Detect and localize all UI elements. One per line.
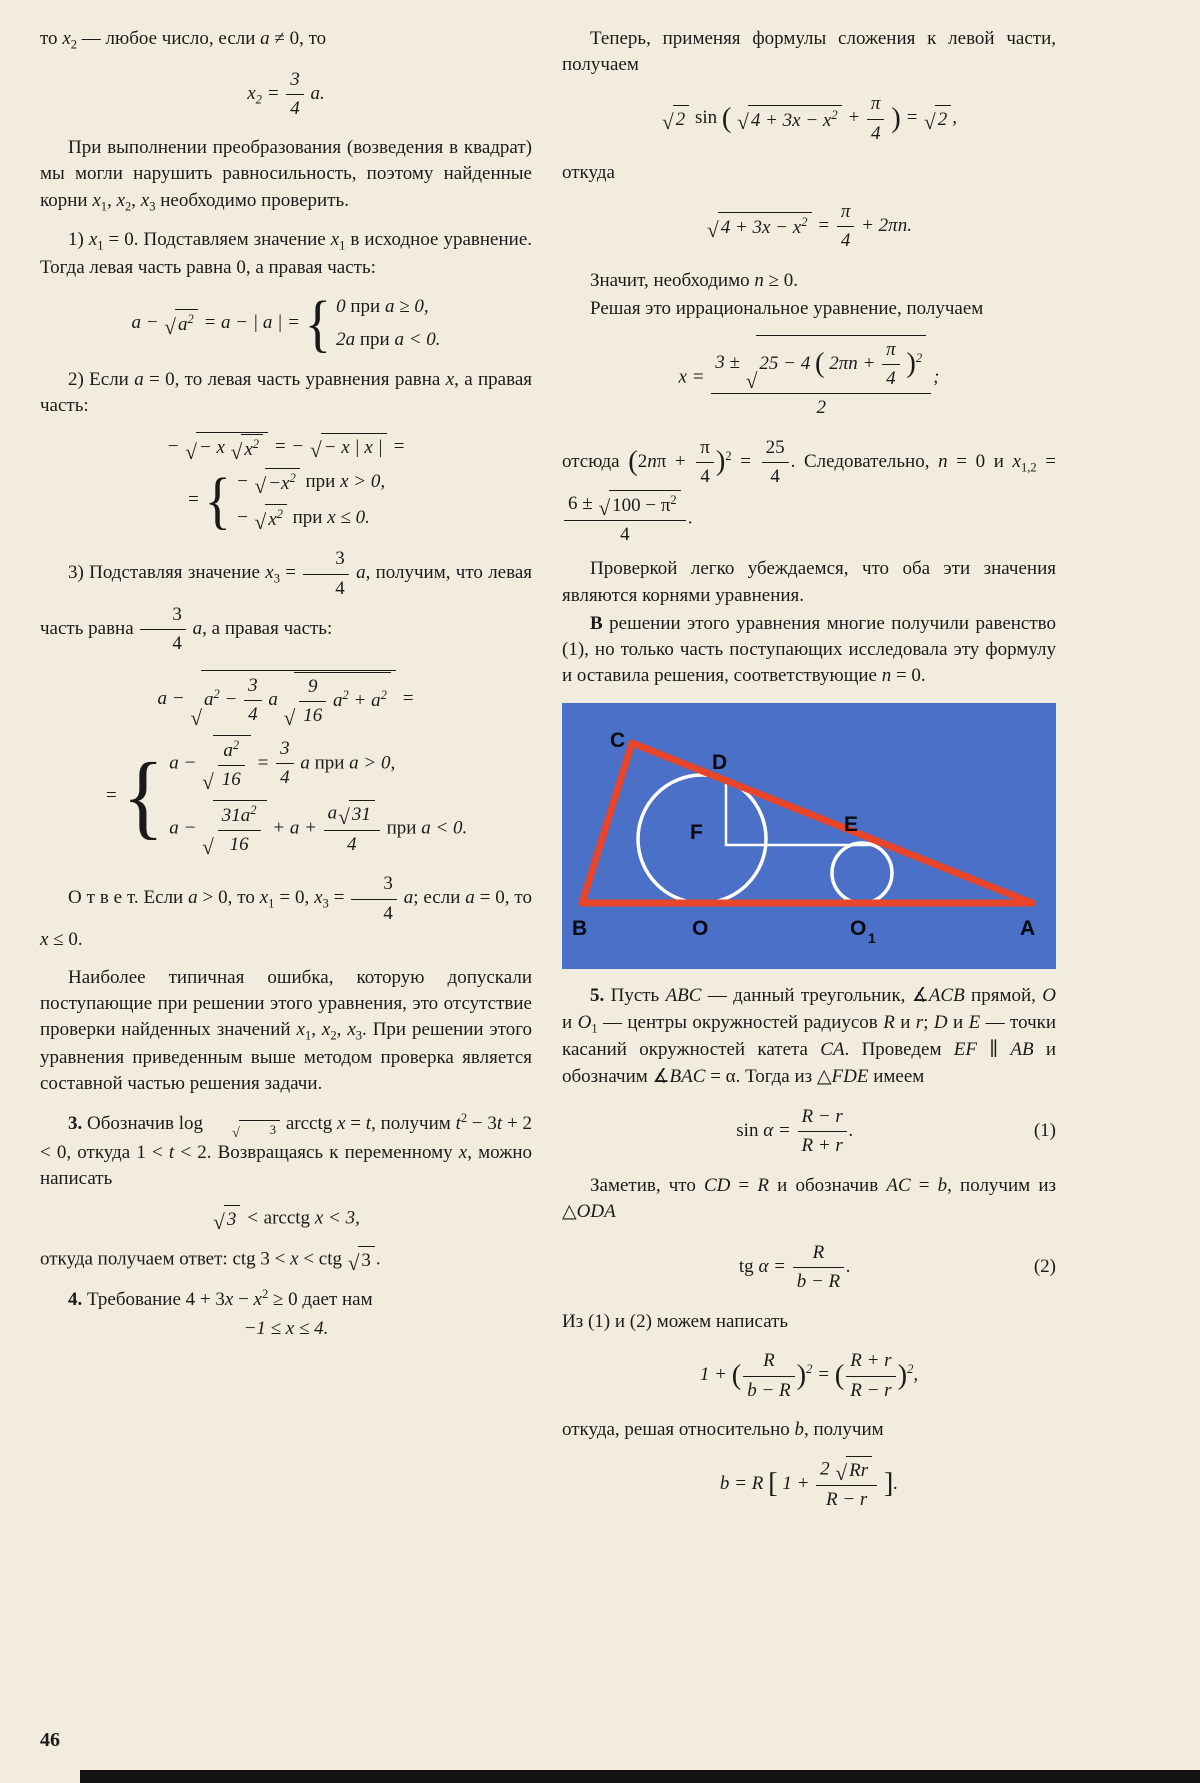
formula-line: a − √ $a^2$ − $\frac{3}{4}$ a √ $\frac{9}{16}$ $a^2 + a^2$ = [40, 670, 532, 729]
paragraph: Наиболее типичная ошибка, которую допускали поступающие при решении этого уравнения, это отсутствие проверки найденных значений $x_1$, $x_2$, $x_3$. При решении этого уравнения приведенным выше методом проверка является составной частью решения задачи. [40, 966, 533, 1095]
paragraph: Проверкой легко убеждаемся, что оба эти значения являются корнями уравнения. [562, 558, 1056, 606]
formula-line: − √ − x √ $x^2$ = − √ − x | x | = [40, 432, 532, 463]
center-label-o1-subscript: 1 [868, 930, 876, 947]
formula-arcctg: √ 3 < arcctg x < 3, [40, 1205, 532, 1233]
formula-roots: x = 3 ± √ 25 − 4 ( 2πn + $\frac{\pi}{4}$ )$^2$ 2 ; [562, 335, 1056, 422]
equation-1-row [562, 1104, 1056, 1159]
formula-tg-alpha: tg α = $\frac{R}{b - R}$ . [738, 1241, 851, 1292]
problem-3-paragraph: 3. Обозначив log $_{√ 3}$ arcctg x = t, получим $t^2 - 3t + 2 < 0$, откуда 1 < t < 2. Возвращаясь к переменному x, можно написать [40, 1110, 533, 1189]
paragraph: отсюда (2nπ + $\frac{\pi}{4}$ )$^2$ = $\frac{25}{4}$ . Следовательно, n = 0 и $x_{1,2}$ = 6 ± √ $100 - \pi^2$ 4 . [562, 436, 1056, 546]
paragraph: то $x_2$ — любое число, если a ≠ 0, то [40, 28, 327, 52]
paragraph-case-3: 3) Подставляя значение $x_3$ = $\frac{3}{4}$ a, получим, что левая часть равна $\frac{3}{4}$ a, а правая часть: [40, 548, 533, 655]
vertex-label-a: A [1020, 917, 1036, 941]
formula-sin-alpha: sin α = $\frac{R - r}{R + r}$ . [736, 1105, 854, 1157]
page-edge-shadow [80, 1770, 1200, 1783]
equation-number: (2) [1033, 1256, 1056, 1278]
formula-line: = { − √ $-x^2$ при x > 0, − √ $x^2$ при x ≤ 0. [186, 465, 386, 536]
point-label-e: E [844, 813, 859, 837]
center-label-o1: O [850, 917, 867, 941]
formula-x2: $x_2$ = $\frac{3}{4}$ a. [247, 68, 325, 119]
formula-case-3 [40, 670, 532, 858]
center-label-o: O [692, 917, 709, 941]
formula-interval: −1 ≤ x ≤ 4. [243, 1317, 329, 1339]
paragraph: Из (1) и (2) можем написать [562, 1311, 789, 1333]
paragraph: Заметив, что CD = R и обозначив AC = b, получим из △ODA [562, 1175, 1056, 1223]
formula-sin: √ 2 sin ( √ $4 + 3x - x^2$ + $\frac{\pi}{4}$ ) = √ 2 , [662, 93, 957, 144]
answer-paragraph: О т в е т. Если a > 0, то $x_1 = 0$, $x_3$ = $\frac{3}{4}$ a; если a = 0, то x ≤ 0. [40, 873, 532, 950]
point-label-f: F [690, 821, 703, 845]
paragraph-case-1: 1) $x_1 = 0$. Подставляем значение $x_1$ в исходное уравнение. Тогда левая часть равна 0, а правая часть: [40, 229, 533, 278]
figure-canvas [562, 703, 1056, 969]
paragraph: В решении этого уравнения многие получили равенство (1), но только часть поступающих исследовала эту формулу и оставила решения, соответствующие n = 0. [562, 612, 1056, 687]
formula-combined: 1 + ( $\frac{R}{b - R}$ )$^2$ = ( $\frac{R + r}{R - r}$ )$^2$, [699, 1350, 919, 1401]
paragraph: откуда получаем ответ: ctg 3 < x < ctg √ 3 . [40, 1246, 532, 1274]
formula-line: = { a − √ $\frac{a^2}{16}$ = $\frac{3}{4}$ a при a > 0, a − √ $\frac{31a^2}{16}$ + a + a √ 31 4 при a < 0. [40, 735, 532, 859]
formula-case-2 [40, 432, 532, 536]
vertex-label-b: B [572, 917, 588, 941]
page-number: 46 [40, 1729, 60, 1752]
paragraph: Теперь, применяя формулы сложения к левой части, получаем [562, 28, 1056, 76]
paragraph: Значит, необходимо n ≥ 0. [590, 269, 799, 291]
equation-number: (1) [1033, 1120, 1056, 1142]
formula-b-result: b = R [ 1 + 2 √ Rr R − r ]. [562, 1456, 1056, 1513]
paragraph: откуда, решая относительно b, получим [562, 1418, 884, 1440]
geometry-figure [562, 703, 1056, 969]
equation-2-row [562, 1240, 1056, 1295]
right-column [562, 24, 1056, 1526]
paragraph: При выполнении преобразования (возведения в квадрат) мы могли нарушить равносильность, поэтому найденные корни $x_1$, $x_2$, $x_3$ необходимо проверить. [40, 137, 532, 213]
paragraph: откуда [562, 161, 615, 183]
vertex-label-c: C [610, 729, 626, 753]
point-label-d: D [712, 751, 728, 775]
formula-case-1: a − √ $a^2$ = a − | a | = { 0 при a ≥ 0, 2a при a < 0. [131, 288, 441, 359]
problem-5-paragraph: 5. Пусть ABC — данный треугольник, ∡ACB прямой, O и $O_1$ — центры окружностей радиусов R и r; D и E — точки касаний окружностей катета CA. Проведем EF ∥ AB и обозначим ∡BAC = α. Тогда из △FDE имеем [562, 985, 1057, 1087]
problem-4-paragraph: 4. Требование $4 + 3x - x^2 \ge 0$ дает нам [68, 1287, 373, 1311]
paragraph: Решая это иррациональное уравнение, получаем [590, 297, 984, 319]
formula-radical: √ $4 + 3x - x^2$ = $\frac{\pi}{4}$ + 2πn. [707, 201, 912, 252]
left-column [40, 24, 532, 1526]
paragraph-case-2: 2) Если a = 0, то левая часть уравнения равна x, а правая часть: [40, 368, 532, 416]
